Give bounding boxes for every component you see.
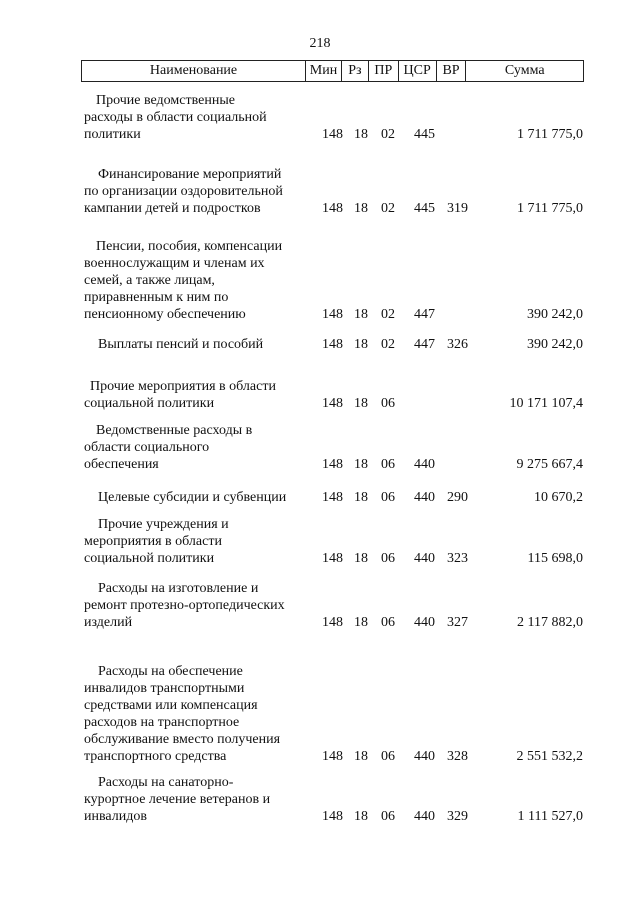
cell-rz: 18 [354,809,368,824]
cell-pr: 06 [381,457,395,472]
cell-pr: 02 [381,337,395,352]
cell-pr: 02 [381,307,395,322]
row-name: Финансирование мероприятий по организации оздоровительной кампании детей и подростков [84,167,283,216]
cell-sum: 2 117 882,0 [517,615,583,630]
cell-sum: 10 171 107,4 [509,396,583,411]
cell-rz: 18 [354,337,368,352]
column-header-name: Наименование [82,61,306,81]
cell-sum: 2 551 532,2 [516,749,583,764]
column-header-min: Мин [306,61,342,81]
row-name: Расходы на изготовление и ремонт протезно-ортопедических изделий [84,581,285,630]
cell-csr: 440 [414,615,435,630]
cell-sum: 115 698,0 [527,551,583,566]
row-name: Расходы на санаторно- курортное лечение ветеранов и инвалидов [84,775,271,824]
cell-min: 148 [322,551,343,566]
cell-vr: 326 [447,337,468,352]
cell-vr: 329 [447,809,468,824]
column-header-pr: ПР [369,61,399,81]
cell-sum: 390 242,0 [527,337,583,352]
cell-csr: 440 [414,457,435,472]
cell-min: 148 [322,337,343,352]
cell-sum: 390 242,0 [527,307,583,322]
cell-rz: 18 [354,396,368,411]
cell-min: 148 [322,201,343,216]
cell-vr: 319 [447,201,468,216]
column-header-vr: ВР [437,61,467,81]
row-name: Прочие мероприятия в области социальной политики [84,379,276,411]
cell-csr: 447 [414,337,435,352]
cell-csr: 445 [414,201,435,216]
cell-pr: 02 [381,127,395,142]
cell-sum: 1 711 775,0 [517,201,583,216]
cell-csr: 445 [414,127,435,142]
table-header [81,60,584,82]
cell-rz: 18 [354,127,368,142]
cell-pr: 06 [381,809,395,824]
cell-rz: 18 [354,307,368,322]
table-row [0,514,640,567]
cell-pr: 06 [381,615,395,630]
row-name: Выплаты пенсий и пособий [98,337,264,352]
table-row [0,420,640,473]
cell-min: 148 [322,307,343,322]
cell-pr: 06 [381,396,395,411]
table-row [0,660,640,765]
table-row [0,164,640,217]
cell-vr: 327 [447,615,468,630]
cell-vr: 323 [447,551,468,566]
table-row [0,335,640,353]
column-header-csr: ЦСР [399,61,437,81]
cell-sum: 1 111 527,0 [517,809,583,824]
column-header-sum: Сумма [504,63,545,78]
cell-sum: 10 670,2 [534,490,583,505]
row-name: Пенсии, пособия, компенсации военнослужащим и членам их семей, а также лицам, приравненным к ним по пенсионному обеспечению [84,239,283,322]
cell-pr: 02 [381,201,395,216]
cell-min: 148 [322,809,343,824]
cell-rz: 18 [354,201,368,216]
cell-rz: 18 [354,457,368,472]
column-header-rz: Рз [342,61,369,81]
cell-csr: 440 [414,551,435,566]
cell-vr: 328 [447,749,468,764]
cell-csr: 440 [414,809,435,824]
cell-min: 148 [322,490,343,505]
cell-pr: 06 [381,551,395,566]
cell-rz: 18 [354,551,368,566]
table-row [0,578,640,631]
row-name: Прочие ведомственные расходы в области социальной политики [84,93,267,142]
cell-rz: 18 [354,749,368,764]
cell-min: 148 [322,396,343,411]
row-name: Ведомственные расходы в области социального обеспечения [84,423,253,472]
cell-rz: 18 [354,615,368,630]
page-number: 218 [309,36,331,51]
cell-vr: 290 [447,490,468,505]
row-name: Прочие учреждения и мероприятия в области социальной политики [84,517,229,566]
cell-pr: 06 [381,490,395,505]
table-row [0,376,640,412]
table-row [0,772,640,825]
cell-min: 148 [322,127,343,142]
table-row [0,488,640,506]
table-row [0,90,640,143]
cell-min: 148 [322,457,343,472]
table-row [0,236,640,323]
row-name: Целевые субсидии и субвенции [98,490,287,505]
cell-rz: 18 [354,490,368,505]
cell-csr: 440 [414,749,435,764]
row-name: Расходы на обеспечение инвалидов транспортными средствами или компенсация расходов на транспортное обслуживание вместо получения транспортного средства [84,664,281,764]
cell-csr: 447 [414,307,435,322]
cell-pr: 06 [381,749,395,764]
cell-min: 148 [322,615,343,630]
cell-sum: 9 275 667,4 [516,457,583,472]
cell-csr: 440 [414,490,435,505]
cell-sum: 1 711 775,0 [517,127,583,142]
cell-min: 148 [322,749,343,764]
